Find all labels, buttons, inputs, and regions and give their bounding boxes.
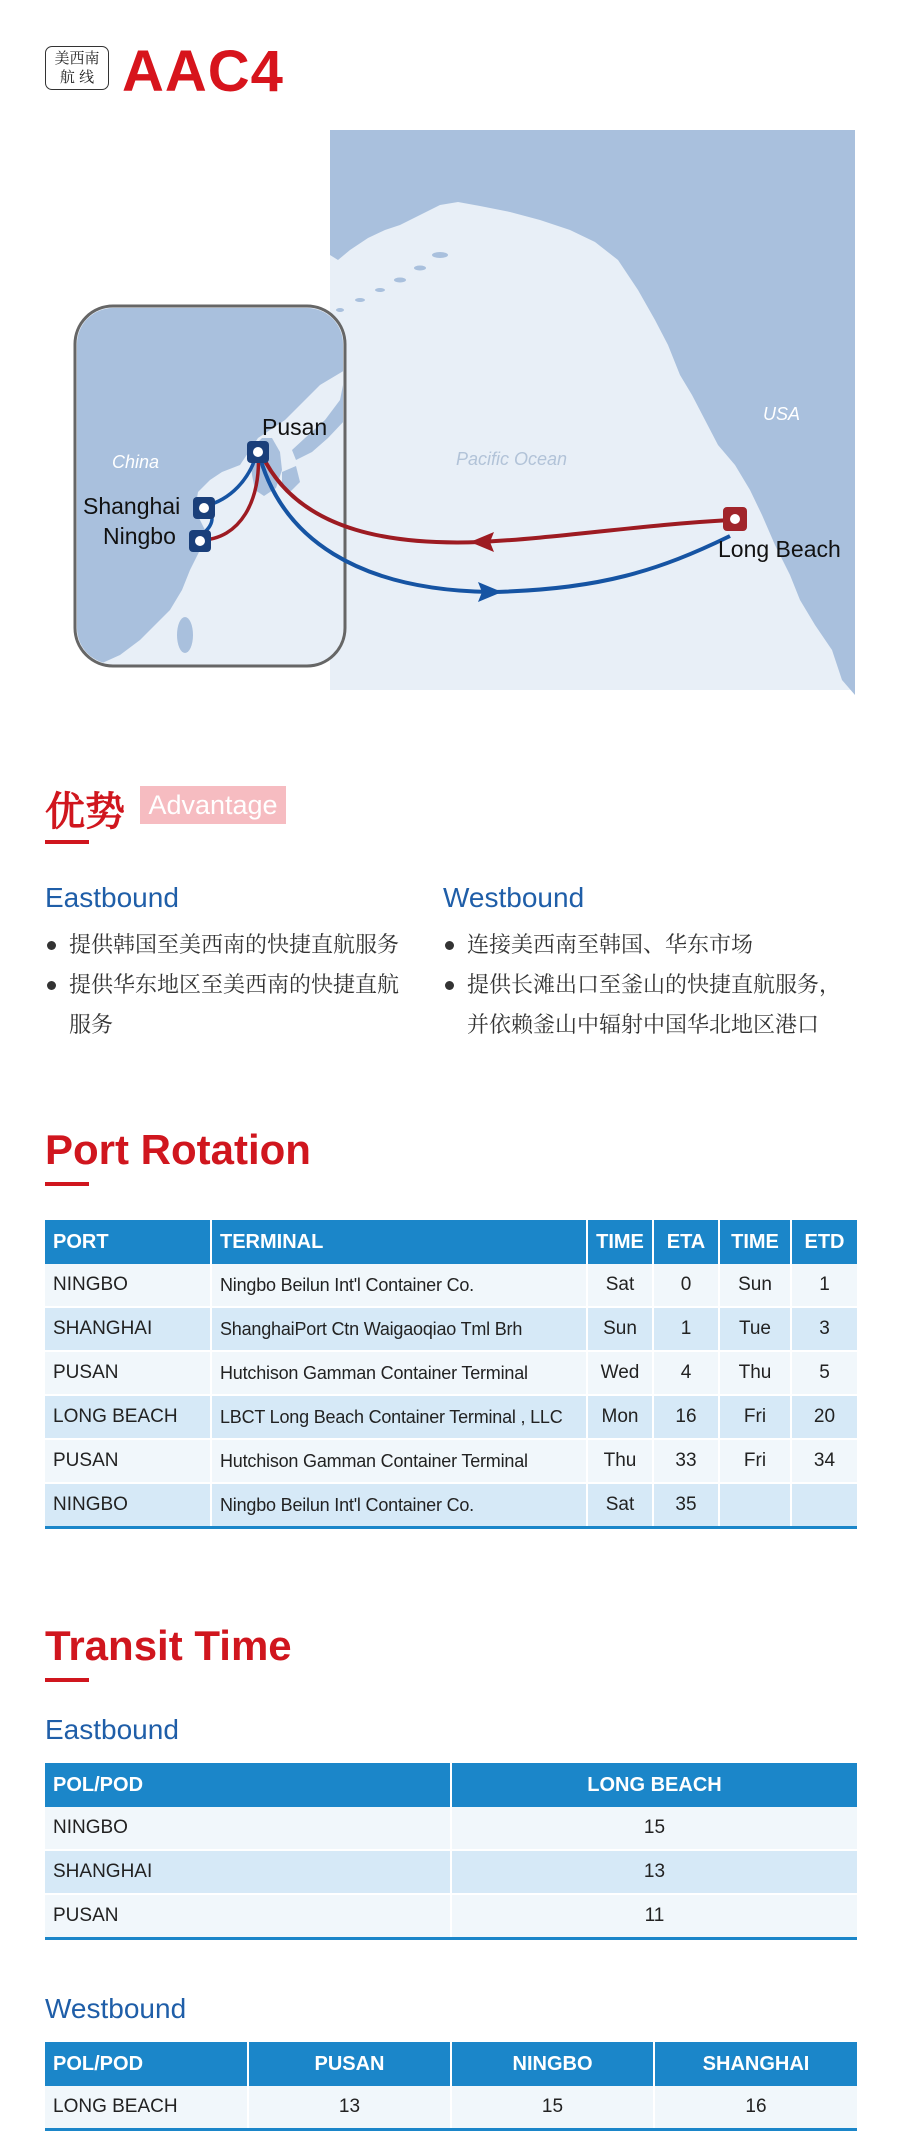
shanghai-label: Shanghai [83, 493, 181, 519]
port-cell: LONG BEACH [45, 1395, 211, 1439]
transit-days-cell: 15 [451, 2086, 654, 2130]
advantage-westbound-list [443, 925, 863, 1045]
terminal-cell: Ningbo Beilun Int'l Container Co. [211, 1483, 587, 1528]
port-cell: PUSAN [45, 1439, 211, 1483]
long-beach-marker [723, 507, 747, 531]
pusan-label: Pusan [262, 414, 328, 440]
ningbo-label: Ningbo [103, 523, 176, 549]
etd-cell: 3 [791, 1307, 857, 1351]
col-shanghai-header: SHANGHAI [654, 2042, 857, 2086]
advantage-underline [45, 840, 89, 844]
departure-time-cell [719, 1483, 791, 1528]
transit-westbound-table [45, 2042, 857, 2131]
departure-time-cell: Tue [719, 1307, 791, 1351]
table-row [45, 1894, 857, 1939]
port-cell: NINGBO [45, 1483, 211, 1528]
arrival-time-cell: Wed [587, 1351, 653, 1395]
eta-cell: 4 [653, 1351, 719, 1395]
etd-cell: 1 [791, 1264, 857, 1307]
table-row [45, 1439, 857, 1483]
transit-days-cell: 16 [654, 2086, 857, 2130]
col-port-header: PORT [45, 1220, 211, 1264]
col-eta-header: ETA [653, 1220, 719, 1264]
arrival-time-cell: Thu [587, 1439, 653, 1483]
departure-time-cell: Fri [719, 1439, 791, 1483]
transit-eastbound-table [45, 1763, 857, 1940]
transit-days-cell: 15 [451, 1807, 857, 1850]
port-cell: NINGBO [45, 1264, 211, 1307]
terminal-cell: Ningbo Beilun Int'l Container Co. [211, 1264, 587, 1307]
transit-eastbound-title: Eastbound [45, 1714, 179, 1745]
col-pol-pod-header: POL/POD [45, 1763, 451, 1807]
route-region-tag-line1: 美西南 [54, 50, 100, 67]
port-rotation-underline [45, 1182, 89, 1186]
long-beach-label: Long Beach [718, 536, 841, 562]
port-cell: SHANGHAI [45, 1307, 211, 1351]
ningbo-marker [189, 530, 211, 552]
route-region-tag [45, 46, 109, 90]
list-item-continued: 并依赖釜山中辐射中国华北地区港口 [467, 1012, 820, 1037]
transit-days-cell: 11 [451, 1894, 857, 1939]
advantage-title: 优势 [45, 790, 125, 834]
eta-cell: 35 [653, 1483, 719, 1528]
list-item: 提供长滩出口至釜山的快捷直航服务， [443, 965, 863, 1005]
col-etd-header: ETD [791, 1220, 857, 1264]
departure-time-cell: Fri [719, 1395, 791, 1439]
col-ningbo-header: NINGBO [451, 2042, 654, 2086]
route-code-title: AAC4 [122, 39, 284, 104]
transit-time-title: Transit Time [45, 1622, 292, 1669]
table-header-row [45, 1763, 857, 1807]
list-item-continued: 服务 [69, 1012, 114, 1037]
pusan-marker [247, 441, 269, 463]
etd-cell [791, 1483, 857, 1528]
advantage-eastbound-title: Eastbound [45, 882, 179, 913]
col-long-beach-header: LONG BEACH [451, 1763, 857, 1807]
usa-label: USA [763, 404, 801, 424]
table-row [45, 1307, 857, 1351]
table-row [45, 1483, 857, 1528]
arrival-time-cell: Sat [587, 1483, 653, 1528]
col-pol-pod-header: POL/POD [45, 2042, 248, 2086]
etd-cell: 5 [791, 1351, 857, 1395]
transit-time-underline [45, 1678, 89, 1682]
route-region-tag-line2: 航 线 [59, 69, 95, 86]
col-arrival-time-header: TIME [587, 1220, 653, 1264]
pol-cell: PUSAN [45, 1894, 451, 1939]
table-row [45, 1395, 857, 1439]
route-map [0, 120, 900, 720]
table-header-row [45, 1220, 857, 1264]
pol-cell: SHANGHAI [45, 1850, 451, 1894]
pol-cell: LONG BEACH [45, 2086, 248, 2130]
arrival-time-cell: Mon [587, 1395, 653, 1439]
terminal-cell: Hutchison Gamman Container Terminal [211, 1439, 587, 1483]
eta-cell: 0 [653, 1264, 719, 1307]
port-rotation-table [45, 1220, 857, 1529]
table-row [45, 1807, 857, 1850]
port-cell: PUSAN [45, 1351, 211, 1395]
terminal-cell: Hutchison Gamman Container Terminal [211, 1351, 587, 1395]
shanghai-marker [193, 497, 215, 519]
transit-days-cell: 13 [248, 2086, 451, 2130]
eta-cell: 33 [653, 1439, 719, 1483]
table-header-row [45, 2042, 857, 2086]
col-terminal-header: TERMINAL [211, 1220, 587, 1264]
terminal-cell: LBCT Long Beach Container Terminal , LLC [211, 1395, 587, 1439]
departure-time-cell: Thu [719, 1351, 791, 1395]
eta-cell: 16 [653, 1395, 719, 1439]
transit-westbound-title: Westbound [45, 1993, 187, 2024]
etd-cell: 20 [791, 1395, 857, 1439]
table-row [45, 1850, 857, 1894]
table-row [45, 2086, 857, 2130]
advantage-eastbound-list [45, 925, 445, 1045]
eta-cell: 1 [653, 1307, 719, 1351]
terminal-cell: ShanghaiPort Ctn Waigaoqiao Tml Brh [211, 1307, 587, 1351]
etd-cell: 34 [791, 1439, 857, 1483]
arrival-time-cell: Sun [587, 1307, 653, 1351]
list-item: 提供华东地区至美西南的快捷直航 [45, 965, 445, 1005]
ocean-label: Pacific Ocean [456, 449, 568, 469]
col-pusan-header: PUSAN [248, 2042, 451, 2086]
transit-days-cell: 13 [451, 1850, 857, 1894]
departure-time-cell: Sun [719, 1264, 791, 1307]
pol-cell: NINGBO [45, 1807, 451, 1850]
advantage-westbound-title: Westbound [443, 882, 585, 913]
col-departure-time-header: TIME [719, 1220, 791, 1264]
taiwan-land [177, 617, 193, 653]
list-item: 连接美西南至韩国、华东市场 [443, 925, 863, 965]
china-label: China [112, 452, 160, 472]
advantage-badge: Advantage [140, 786, 286, 824]
table-row [45, 1264, 857, 1307]
list-item: 提供韩国至美西南的快捷直航服务 [45, 925, 445, 965]
port-rotation-title: Port Rotation [45, 1126, 311, 1173]
arrival-time-cell: Sat [587, 1264, 653, 1307]
table-row [45, 1351, 857, 1395]
